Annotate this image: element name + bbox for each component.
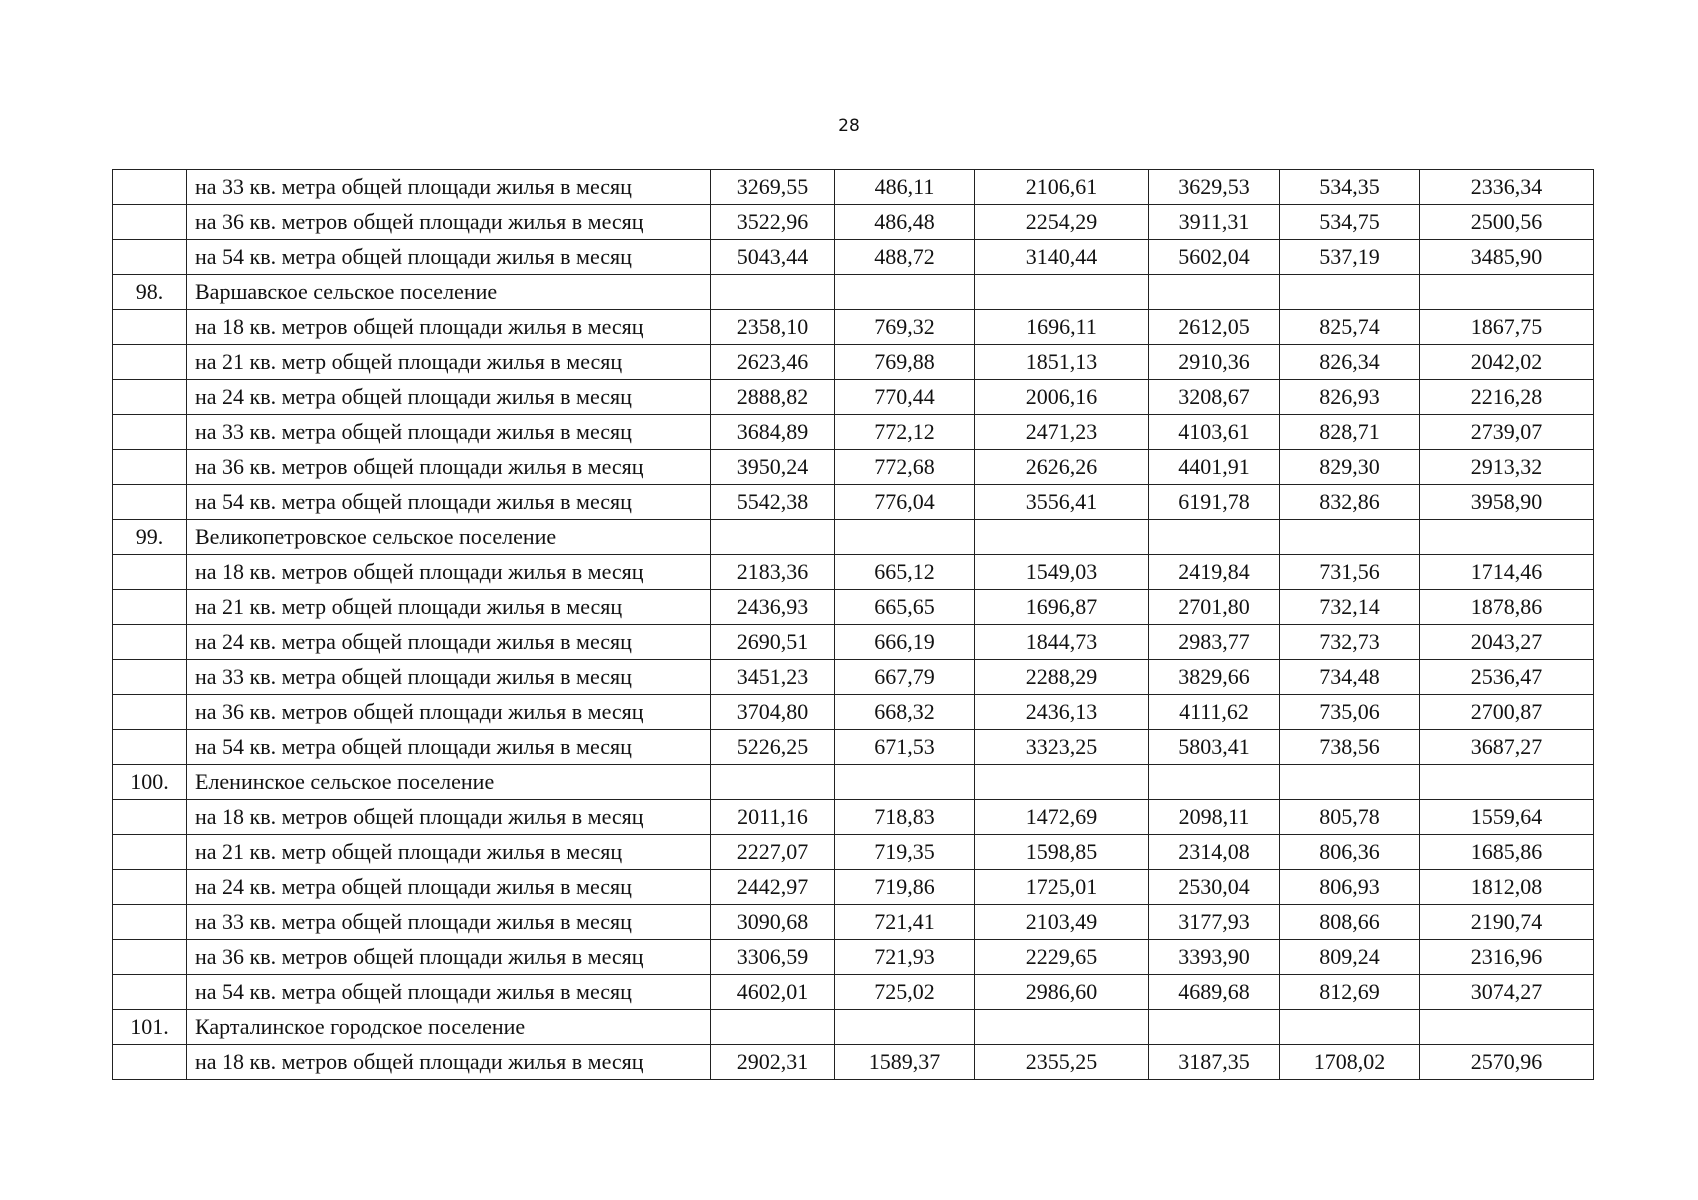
tariff-table	[112, 169, 1594, 1080]
row-label-cell: на 21 кв. метр общей площади жилья в месяц	[187, 345, 711, 380]
value-cell: 769,32	[835, 310, 975, 345]
table-row	[113, 345, 1594, 380]
value-cell	[711, 275, 835, 310]
value-cell: 806,36	[1280, 835, 1420, 870]
value-cell: 534,75	[1280, 205, 1420, 240]
table-row	[113, 975, 1594, 1010]
value-cell: 1472,69	[975, 800, 1149, 835]
value-cell: 719,86	[835, 870, 975, 905]
value-cell: 3704,80	[711, 695, 835, 730]
table-row	[113, 625, 1594, 660]
value-cell: 2254,29	[975, 205, 1149, 240]
row-label-cell: на 54 кв. метра общей площади жилья в месяц	[187, 975, 711, 1010]
value-cell: 2436,13	[975, 695, 1149, 730]
value-cell: 2471,23	[975, 415, 1149, 450]
value-cell: 667,79	[835, 660, 975, 695]
value-cell: 1812,08	[1420, 870, 1594, 905]
value-cell: 3451,23	[711, 660, 835, 695]
value-cell: 772,68	[835, 450, 975, 485]
value-cell: 1685,86	[1420, 835, 1594, 870]
table-row	[113, 555, 1594, 590]
value-cell: 2419,84	[1149, 555, 1280, 590]
value-cell	[711, 520, 835, 555]
value-cell: 4401,91	[1149, 450, 1280, 485]
value-cell: 832,86	[1280, 485, 1420, 520]
value-cell: 2888,82	[711, 380, 835, 415]
row-number-cell: 99.	[113, 520, 187, 555]
value-cell: 770,44	[835, 380, 975, 415]
table-row	[113, 800, 1594, 835]
value-cell: 3140,44	[975, 240, 1149, 275]
row-number-cell	[113, 205, 187, 240]
table-row	[113, 730, 1594, 765]
value-cell: 2913,32	[1420, 450, 1594, 485]
row-label-cell: на 18 кв. метров общей площади жилья в месяц	[187, 310, 711, 345]
row-label-cell: на 54 кв. метра общей площади жилья в месяц	[187, 240, 711, 275]
value-cell: 2910,36	[1149, 345, 1280, 380]
value-cell: 5602,04	[1149, 240, 1280, 275]
settlement-name-cell: Великопетровское сельское поселение	[187, 520, 711, 555]
value-cell: 5226,25	[711, 730, 835, 765]
row-number-cell	[113, 345, 187, 380]
value-cell: 808,66	[1280, 905, 1420, 940]
value-cell	[835, 520, 975, 555]
value-cell: 2986,60	[975, 975, 1149, 1010]
value-cell: 3306,59	[711, 940, 835, 975]
value-cell: 537,19	[1280, 240, 1420, 275]
value-cell: 732,14	[1280, 590, 1420, 625]
value-cell: 5542,38	[711, 485, 835, 520]
row-number-cell	[113, 415, 187, 450]
value-cell: 534,35	[1280, 170, 1420, 205]
row-label-cell: на 33 кв. метра общей площади жилья в месяц	[187, 170, 711, 205]
value-cell: 826,93	[1280, 380, 1420, 415]
row-number-cell	[113, 940, 187, 975]
value-cell: 666,19	[835, 625, 975, 660]
value-cell: 812,69	[1280, 975, 1420, 1010]
value-cell: 2626,26	[975, 450, 1149, 485]
settlement-header-row	[113, 275, 1594, 310]
value-cell: 718,83	[835, 800, 975, 835]
row-label-cell: на 36 кв. метров общей площади жилья в месяц	[187, 695, 711, 730]
value-cell: 4111,62	[1149, 695, 1280, 730]
value-cell	[975, 765, 1149, 800]
value-cell: 3323,25	[975, 730, 1149, 765]
row-number-cell: 100.	[113, 765, 187, 800]
value-cell: 1696,87	[975, 590, 1149, 625]
row-label-cell: на 33 кв. метра общей площади жилья в месяц	[187, 660, 711, 695]
value-cell	[1149, 765, 1280, 800]
row-label-cell: на 18 кв. метров общей площади жилья в месяц	[187, 1045, 711, 1080]
value-cell	[1149, 1010, 1280, 1045]
value-cell: 3187,35	[1149, 1045, 1280, 1080]
row-label-cell: на 24 кв. метра общей площади жилья в месяц	[187, 625, 711, 660]
value-cell: 2098,11	[1149, 800, 1280, 835]
table-row	[113, 1045, 1594, 1080]
row-number-cell: 98.	[113, 275, 187, 310]
value-cell	[1420, 275, 1594, 310]
value-cell: 3074,27	[1420, 975, 1594, 1010]
value-cell: 2612,05	[1149, 310, 1280, 345]
value-cell	[1420, 1010, 1594, 1045]
table-row	[113, 870, 1594, 905]
value-cell: 776,04	[835, 485, 975, 520]
value-cell	[711, 1010, 835, 1045]
value-cell: 3829,66	[1149, 660, 1280, 695]
value-cell	[835, 1010, 975, 1045]
row-number-cell	[113, 1045, 187, 1080]
value-cell	[835, 765, 975, 800]
value-cell: 3556,41	[975, 485, 1149, 520]
value-cell: 2436,93	[711, 590, 835, 625]
value-cell	[975, 520, 1149, 555]
table-row	[113, 905, 1594, 940]
value-cell: 2336,34	[1420, 170, 1594, 205]
value-cell: 3269,55	[711, 170, 835, 205]
value-cell: 2043,27	[1420, 625, 1594, 660]
row-number-cell: 101.	[113, 1010, 187, 1045]
value-cell: 3911,31	[1149, 205, 1280, 240]
value-cell: 4689,68	[1149, 975, 1280, 1010]
value-cell: 4103,61	[1149, 415, 1280, 450]
value-cell: 2442,97	[711, 870, 835, 905]
table-row	[113, 310, 1594, 345]
value-cell: 805,78	[1280, 800, 1420, 835]
value-cell: 2216,28	[1420, 380, 1594, 415]
value-cell: 2316,96	[1420, 940, 1594, 975]
value-cell: 2983,77	[1149, 625, 1280, 660]
table-row	[113, 695, 1594, 730]
table-row	[113, 590, 1594, 625]
value-cell: 1549,03	[975, 555, 1149, 590]
value-cell: 2106,61	[975, 170, 1149, 205]
table-row	[113, 170, 1594, 205]
value-cell: 5803,41	[1149, 730, 1280, 765]
table-row	[113, 660, 1594, 695]
value-cell: 1559,64	[1420, 800, 1594, 835]
row-label-cell: на 33 кв. метра общей площади жилья в месяц	[187, 905, 711, 940]
row-number-cell	[113, 625, 187, 660]
row-label-cell: на 36 кв. метров общей площади жилья в месяц	[187, 940, 711, 975]
value-cell: 721,93	[835, 940, 975, 975]
row-number-cell	[113, 975, 187, 1010]
value-cell	[1280, 520, 1420, 555]
row-label-cell: на 21 кв. метр общей площади жилья в месяц	[187, 590, 711, 625]
value-cell: 2229,65	[975, 940, 1149, 975]
settlement-name-cell: Варшавское сельское поселение	[187, 275, 711, 310]
value-cell: 2536,47	[1420, 660, 1594, 695]
row-number-cell	[113, 800, 187, 835]
value-cell: 2739,07	[1420, 415, 1594, 450]
value-cell: 3958,90	[1420, 485, 1594, 520]
value-cell: 2103,49	[975, 905, 1149, 940]
value-cell: 738,56	[1280, 730, 1420, 765]
value-cell: 2314,08	[1149, 835, 1280, 870]
value-cell: 2006,16	[975, 380, 1149, 415]
value-cell	[1420, 765, 1594, 800]
value-cell: 1708,02	[1280, 1045, 1420, 1080]
value-cell	[1420, 520, 1594, 555]
value-cell: 809,24	[1280, 940, 1420, 975]
value-cell: 668,32	[835, 695, 975, 730]
row-label-cell: на 24 кв. метра общей площади жилья в месяц	[187, 380, 711, 415]
row-number-cell	[113, 380, 187, 415]
value-cell: 2227,07	[711, 835, 835, 870]
value-cell: 826,34	[1280, 345, 1420, 380]
value-cell: 2701,80	[1149, 590, 1280, 625]
value-cell: 1696,11	[975, 310, 1149, 345]
page-number: 28	[838, 116, 860, 136]
value-cell: 2355,25	[975, 1045, 1149, 1080]
value-cell: 1598,85	[975, 835, 1149, 870]
value-cell: 825,74	[1280, 310, 1420, 345]
value-cell: 3177,93	[1149, 905, 1280, 940]
value-cell: 3687,27	[1420, 730, 1594, 765]
value-cell: 3393,90	[1149, 940, 1280, 975]
value-cell: 772,12	[835, 415, 975, 450]
value-cell: 734,48	[1280, 660, 1420, 695]
row-number-cell	[113, 905, 187, 940]
row-number-cell	[113, 240, 187, 275]
row-label-cell: на 18 кв. метров общей площади жилья в месяц	[187, 800, 711, 835]
row-label-cell: на 36 кв. метров общей площади жилья в месяц	[187, 450, 711, 485]
table-row	[113, 415, 1594, 450]
value-cell: 721,41	[835, 905, 975, 940]
table-row	[113, 450, 1594, 485]
settlement-name-cell: Еленинское сельское поселение	[187, 765, 711, 800]
value-cell: 806,93	[1280, 870, 1420, 905]
value-cell: 2623,46	[711, 345, 835, 380]
value-cell: 665,12	[835, 555, 975, 590]
row-number-cell	[113, 555, 187, 590]
value-cell: 488,72	[835, 240, 975, 275]
settlement-header-row	[113, 1010, 1594, 1045]
value-cell: 1714,46	[1420, 555, 1594, 590]
value-cell: 1878,86	[1420, 590, 1594, 625]
value-cell: 3950,24	[711, 450, 835, 485]
table-row	[113, 240, 1594, 275]
table-body	[113, 170, 1594, 1080]
value-cell: 2530,04	[1149, 870, 1280, 905]
value-cell: 5043,44	[711, 240, 835, 275]
value-cell: 2570,96	[1420, 1045, 1594, 1080]
settlement-header-row	[113, 520, 1594, 555]
value-cell: 2288,29	[975, 660, 1149, 695]
value-cell: 2700,87	[1420, 695, 1594, 730]
row-number-cell	[113, 170, 187, 205]
row-number-cell	[113, 485, 187, 520]
value-cell	[975, 275, 1149, 310]
value-cell: 3090,68	[711, 905, 835, 940]
settlement-name-cell: Карталинское городское поселение	[187, 1010, 711, 1045]
value-cell: 486,48	[835, 205, 975, 240]
value-cell: 6191,78	[1149, 485, 1280, 520]
row-number-cell	[113, 310, 187, 345]
value-cell: 828,71	[1280, 415, 1420, 450]
row-number-cell	[113, 730, 187, 765]
value-cell: 3208,67	[1149, 380, 1280, 415]
value-cell	[1280, 1010, 1420, 1045]
row-label-cell: на 54 кв. метра общей площади жилья в месяц	[187, 485, 711, 520]
value-cell: 1851,13	[975, 345, 1149, 380]
table-row	[113, 380, 1594, 415]
value-cell: 486,11	[835, 170, 975, 205]
value-cell: 732,73	[1280, 625, 1420, 660]
row-label-cell: на 54 кв. метра общей площади жилья в месяц	[187, 730, 711, 765]
row-label-cell: на 18 кв. метров общей площади жилья в месяц	[187, 555, 711, 590]
row-number-cell	[113, 870, 187, 905]
value-cell: 4602,01	[711, 975, 835, 1010]
value-cell: 2190,74	[1420, 905, 1594, 940]
value-cell: 735,06	[1280, 695, 1420, 730]
row-number-cell	[113, 450, 187, 485]
value-cell: 665,65	[835, 590, 975, 625]
value-cell	[975, 1010, 1149, 1045]
value-cell	[835, 275, 975, 310]
value-cell: 3485,90	[1420, 240, 1594, 275]
value-cell	[711, 765, 835, 800]
value-cell: 1589,37	[835, 1045, 975, 1080]
settlement-header-row	[113, 765, 1594, 800]
value-cell: 3684,89	[711, 415, 835, 450]
value-cell: 2690,51	[711, 625, 835, 660]
value-cell: 2183,36	[711, 555, 835, 590]
value-cell: 1867,75	[1420, 310, 1594, 345]
row-label-cell: на 24 кв. метра общей площади жилья в месяц	[187, 870, 711, 905]
value-cell: 1844,73	[975, 625, 1149, 660]
row-label-cell: на 21 кв. метр общей площади жилья в месяц	[187, 835, 711, 870]
row-number-cell	[113, 695, 187, 730]
value-cell	[1149, 520, 1280, 555]
value-cell: 769,88	[835, 345, 975, 380]
row-number-cell	[113, 835, 187, 870]
value-cell	[1280, 275, 1420, 310]
value-cell: 2358,10	[711, 310, 835, 345]
row-label-cell: на 33 кв. метра общей площади жилья в месяц	[187, 415, 711, 450]
row-label-cell: на 36 кв. метров общей площади жилья в месяц	[187, 205, 711, 240]
value-cell: 2042,02	[1420, 345, 1594, 380]
value-cell: 1725,01	[975, 870, 1149, 905]
table-row	[113, 940, 1594, 975]
table-row	[113, 835, 1594, 870]
value-cell: 2500,56	[1420, 205, 1594, 240]
row-number-cell	[113, 590, 187, 625]
value-cell: 731,56	[1280, 555, 1420, 590]
value-cell: 3629,53	[1149, 170, 1280, 205]
table-row	[113, 485, 1594, 520]
value-cell: 2011,16	[711, 800, 835, 835]
value-cell: 671,53	[835, 730, 975, 765]
value-cell	[1149, 275, 1280, 310]
row-number-cell	[113, 660, 187, 695]
value-cell: 2902,31	[711, 1045, 835, 1080]
value-cell: 3522,96	[711, 205, 835, 240]
table-row	[113, 205, 1594, 240]
value-cell	[1280, 765, 1420, 800]
value-cell: 725,02	[835, 975, 975, 1010]
value-cell: 719,35	[835, 835, 975, 870]
value-cell: 829,30	[1280, 450, 1420, 485]
